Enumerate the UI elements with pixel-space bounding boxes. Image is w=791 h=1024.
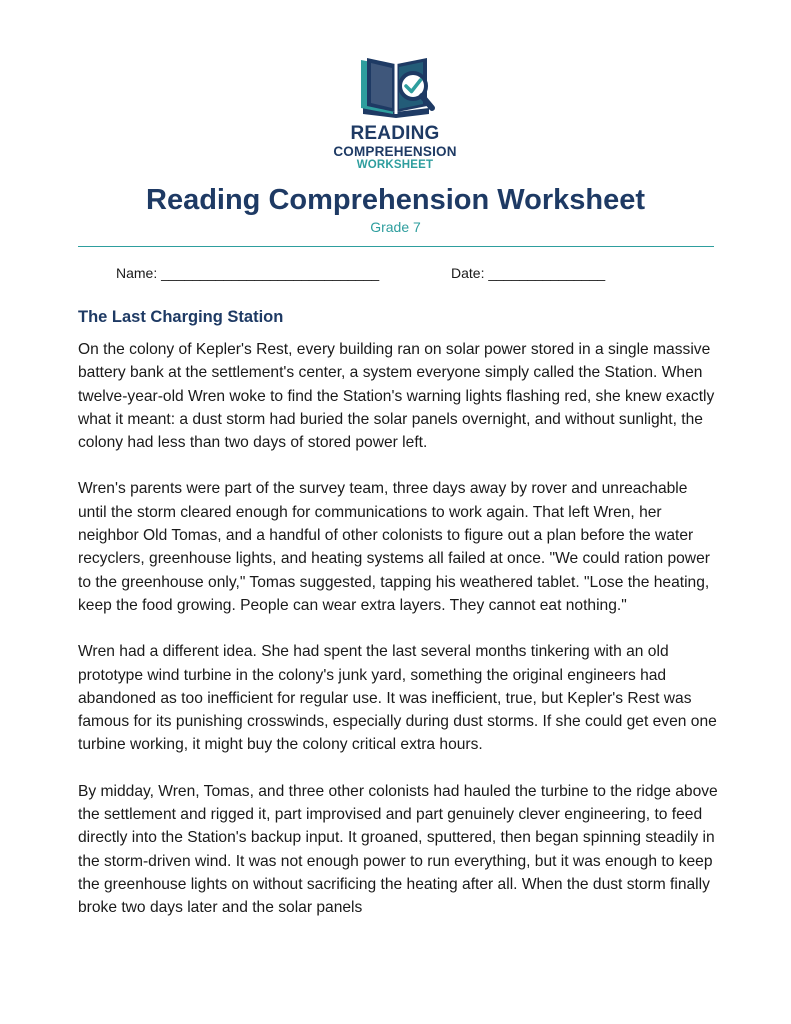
logo-text-reading: READING (350, 123, 440, 144)
header-divider (78, 246, 714, 247)
date-field[interactable]: Date: _______________ (451, 265, 606, 281)
story-paragraph: On the colony of Kepler's Rest, every building ran on solar power stored in a single massive battery bank at the settlement's center, a system everyone simply called the Station. When twelve-year-old Wren woke to find the Station's warning lights flashing red, she knew exactly what it meant: a dust storm had buried the solar panels overnight, and without sunlight, the colony had less than two days of stored power left. (78, 341, 715, 452)
worksheet-logo (315, 52, 475, 176)
story-paragraph: Wren's parents were part of the survey team, three days away by rover and unreachable until the storm cleared enough for communications to work again. That left Wren, her neighbor Old Tomas, and a handful of other colonists to figure out a plan before the water recyclers, greenhouse lights, and heating systems all failed at once. "We could ration power to the greenhouse only," Tomas suggested, tapping his weathered tablet. "Lose the heating, keep the food growing. People can wear extra layers. They cannot eat nothing." (78, 480, 710, 614)
story-paragraph: Wren had a different idea. She had spent the last several months tinkering with an old prototype wind turbine in the colony's junk yard, something the original engineers had abandoned as too inefficient for regular use. It was inefficient, true, but Kepler's Rest was famous for its punishing crosswinds, especially during dust storms. If she could get even one turbine working, it might buy the colony critical extra hours. (78, 643, 717, 754)
logo-text-worksheet: WORKSHEET (356, 159, 434, 171)
story-title: The Last Charging Station (78, 308, 284, 326)
page-title: Reading Comprehension Worksheet (146, 184, 645, 216)
grade-label: Grade 7 (370, 219, 421, 235)
open-book-magnifier-check-icon (357, 52, 435, 122)
name-field[interactable]: Name: ____________________________ (116, 265, 380, 281)
story-body (78, 338, 718, 943)
story-paragraph: By midday, Wren, Tomas, and three other colonists had hauled the turbine to the ridge above the settlement and rigged it, part improvised and part genuinely clever engineering, to feed directly into the Station's backup input. It groaned, sputtered, then began spinning steadily in the storm-driven wind. It was not enough power to run everything, but it was enough to keep the greenhouse lights on without sacrificing the heating after all. When the dust storm finally broke two days later and the solar panels (78, 782, 718, 917)
logo-text-comprehension: COMPREHENSION (333, 144, 457, 159)
